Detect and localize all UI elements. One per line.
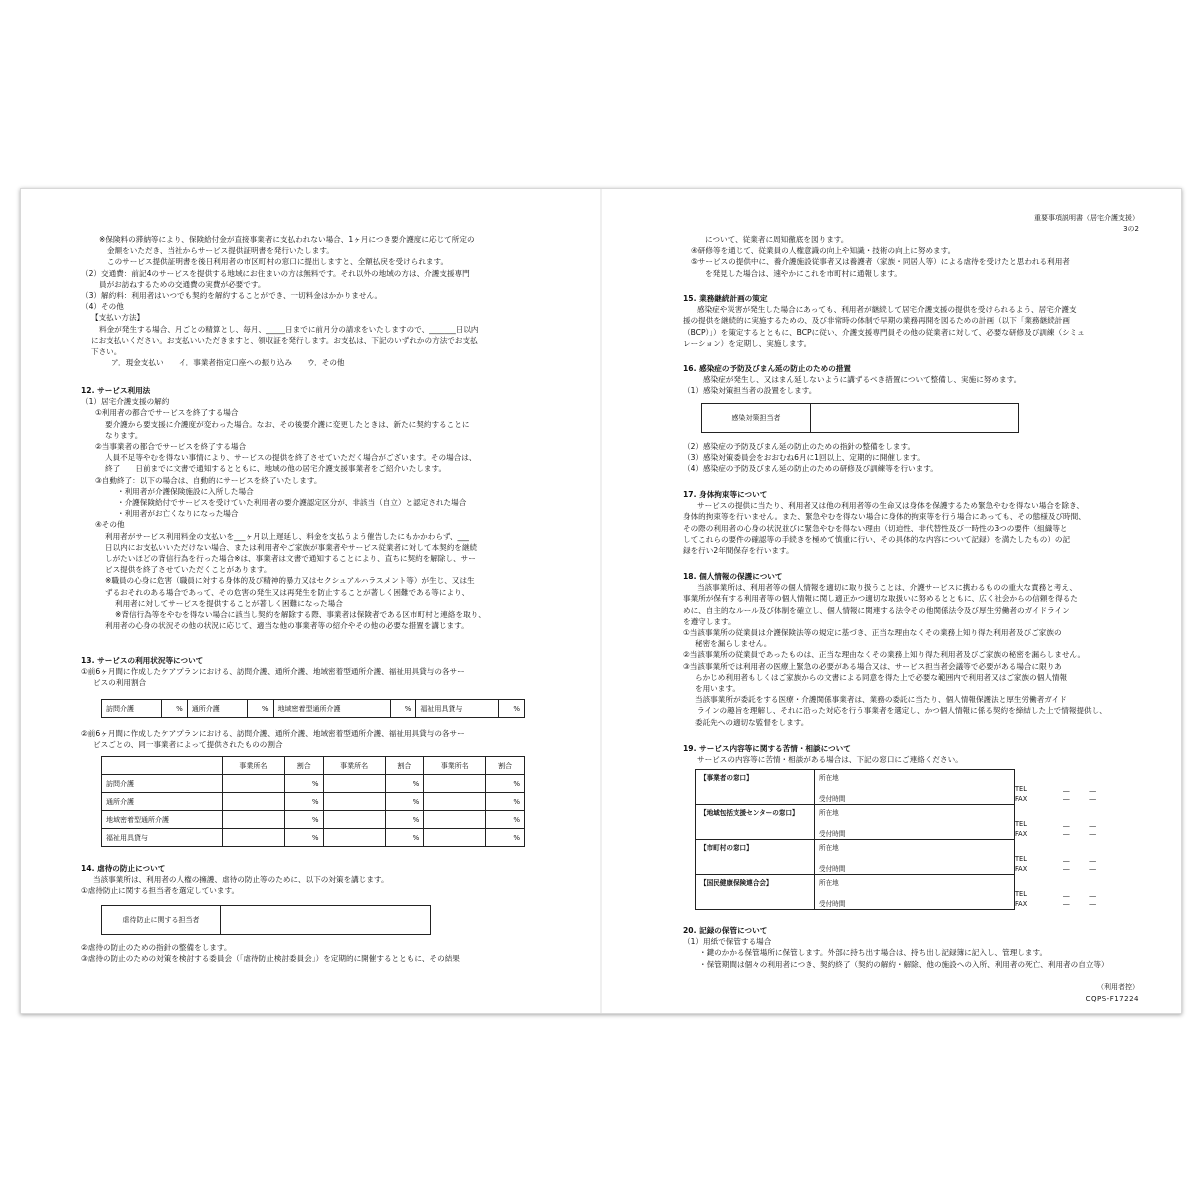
table-cell: 福祉用具貸与 bbox=[102, 829, 223, 847]
table-cell bbox=[221, 906, 431, 935]
text-line: 要介護から要支援に介護度が変わった場合。なお、その後要介護に変更したときは、新たに契約することに bbox=[105, 419, 470, 429]
text-line: 下さい。 bbox=[91, 347, 122, 357]
reception-hours-label: 受付時間 bbox=[819, 900, 846, 908]
table-cell bbox=[323, 829, 385, 847]
text-line: ①利用者の都合でサービスを終了する場合 bbox=[95, 408, 239, 418]
text-line: 委託先への適切な監督をします。 bbox=[695, 717, 809, 727]
text-line: ビス提供を終了させていただくことがあります。 bbox=[105, 565, 272, 575]
text-line: 人員不足等やむを得ない事情により、サービスの提供を終了させていただく場合がございます。その場合は、 bbox=[105, 453, 477, 463]
text-line: ・保管期間は個々の利用者につき、契約終了（契約の解約・解除、他の施設への入所、利用者の死亡、利用者の自立等） bbox=[699, 959, 1109, 969]
text-line: を遵守します。 bbox=[683, 616, 736, 626]
text-line: ・鍵のかかる保管場所に保管します。外部に持ち出す場合は、持ち出し記録簿に記入し、管理します。 bbox=[699, 948, 1048, 958]
table-cell: % bbox=[499, 700, 525, 718]
text-line: ③自動終了：以下の場合は、自動的にサービスを終了いたします。 bbox=[95, 475, 322, 485]
business-ratio-table bbox=[101, 756, 525, 847]
fax-blank: ― ― bbox=[1063, 865, 1096, 873]
text-line: 当該事業所は、利用者の人権の擁護、虐待の防止等のために、以下の対策を講じます。 bbox=[93, 875, 389, 885]
table-cell bbox=[323, 775, 385, 793]
text-line: （4）感染症の予防及びまん延の防止のための研修及び訓練等を行います。 bbox=[683, 464, 938, 474]
table-cell bbox=[222, 829, 284, 847]
footer-note: （利用者控） bbox=[1097, 983, 1139, 991]
contact-office: 【事業者の窓口】 bbox=[696, 770, 815, 805]
text-line: 利用者の心身の状況その他の状況に応じて、適当な他の事業者等の紹介やその他の必要な措置を講じます。 bbox=[105, 621, 469, 631]
section-11-continued bbox=[81, 234, 479, 368]
text-line: しがたいほどの背信行為を行った場合※は、事業者は文書で通知することにより、直ちに契約を解除し、サー bbox=[105, 554, 476, 564]
section-14-items bbox=[81, 942, 460, 964]
table-cell: 訪問介護 bbox=[102, 775, 223, 793]
tel-label: TEL bbox=[1015, 785, 1027, 793]
page-footer bbox=[1086, 981, 1139, 1005]
table-cell bbox=[424, 811, 486, 829]
text-line: 終了 日前までに文書で通知するとともに、地域の他の居宅介護支援事業者をご紹介いたします。 bbox=[105, 464, 447, 474]
table-cell bbox=[102, 757, 223, 775]
document-spread bbox=[20, 188, 1182, 1014]
text-line: を発見した場合は、速やかにこれを市町村に通報します。 bbox=[705, 268, 902, 278]
table-cell: % bbox=[385, 829, 424, 847]
service-ratio-table bbox=[101, 699, 525, 718]
text-line: ①前6ヶ月間に作成したケアプランにおける、訪問介護、通所介護、地域密着型通所介護、福祉用具貸与の各サー bbox=[81, 667, 465, 677]
section-heading: 13. サービスの利用状況等について bbox=[81, 656, 204, 665]
text-line: にお支払いください。お支払いいただきますと、領収証を発行します。お支払は、下記のいずれかの方法でお支払 bbox=[91, 335, 478, 345]
text-line: 事業所が保有する利用者等の個人情報に関し適正かつ適切な取扱いに努めるとともに、広く社会からの信頼を得るた bbox=[683, 594, 1078, 604]
table-cell: 通所介護 bbox=[187, 700, 247, 718]
table-cell: % bbox=[385, 775, 424, 793]
table-header: 割合 bbox=[385, 757, 424, 775]
text-line: その際の利用者の心身の状況並びに緊急やむを得ない理由（切迫性、非代替性及び一時性の3つの要件（組織等と bbox=[683, 523, 1068, 533]
text-line: （3）解約料：利用者はいつでも契約を解約することができ、一切料金はかかりません。 bbox=[81, 291, 383, 301]
section-heading: 20. 記録の保管について bbox=[683, 926, 768, 935]
contact-detail bbox=[815, 889, 1096, 910]
table-cell: % bbox=[284, 793, 323, 811]
fax-blank: ― ― bbox=[1063, 900, 1096, 908]
text-line: ビスごとの、同一事業者によって提供されたものの割合 bbox=[93, 740, 283, 750]
fax-label: FAX bbox=[1015, 900, 1028, 908]
table-cell bbox=[424, 829, 486, 847]
infection-officer-table bbox=[701, 403, 1019, 433]
text-line: 援の提供を継続的に実施するための、及び非常時の体制で早期の業務再開を図るための計画（以下「業務継続計画 bbox=[683, 316, 1070, 326]
text-line: ※保険料の滞納等により、保険給付金が直接事業者に支払われない場合、1ヶ月につき要介護度に応じて所定の bbox=[99, 235, 475, 244]
text-line: ②当該事業所の従業員であったものは、正当な理由なくその業務上知り得た利用者及びご家族の秘密を漏らしません。 bbox=[683, 650, 1086, 660]
text-line: ①当該事業所の従業員は介護保険法等の規定に基づき、正当な理由なくその業務上知り得た利用者及びご家族の bbox=[683, 628, 1062, 638]
text-line: 秘密を漏らしません。 bbox=[695, 639, 772, 649]
text-line: このサービス提供証明書を後日利用者の市区町村の窓口に提出しますと、全額払戻を受けられます。 bbox=[107, 257, 449, 267]
text-line: ⑤サービスの提供中に、養介護施設従事者又は養護者（家族・同居人等）による虐待を受けたと思われる利用者 bbox=[691, 257, 1070, 267]
phone-blank: ― ― bbox=[1063, 892, 1096, 900]
table-cell: % bbox=[486, 829, 525, 847]
page-number: 3の2 bbox=[1123, 225, 1139, 233]
table-header: 事業所名 bbox=[424, 757, 486, 775]
table-header: 割合 bbox=[284, 757, 323, 775]
text-line: ③虐待の防止のための対策を検討する委員会（「虐待防止検討委員会」）を定期的に開催するとともに、その結果 bbox=[81, 954, 460, 964]
table-cell: 福祉用具貸与 bbox=[416, 700, 499, 718]
table-cell: % bbox=[486, 811, 525, 829]
table-cell bbox=[323, 793, 385, 811]
fax-label: FAX bbox=[1015, 865, 1028, 873]
table-header: 事業所名 bbox=[222, 757, 284, 775]
section-16 bbox=[683, 363, 1021, 397]
table-cell: % bbox=[486, 793, 525, 811]
reception-hours-label: 受付時間 bbox=[819, 830, 846, 838]
text-line: ④研修等を通じて、従業員の人権意識の向上や知識・技術の向上に努めます。 bbox=[691, 246, 956, 256]
fax-label: FAX bbox=[1015, 795, 1028, 803]
section-heading: 16. 感染症の予防及びまん延の防止のための措置 bbox=[683, 364, 851, 373]
table-cell: 虐待防止に関する担当者 bbox=[102, 906, 221, 935]
text-line: ・利用者がお亡くなりになった場合 bbox=[117, 509, 239, 519]
section-15 bbox=[683, 293, 1085, 349]
text-line: 録を行い2年間保存を行います。 bbox=[683, 546, 794, 556]
text-line: ・利用者が介護保険施設に入所した場合 bbox=[117, 486, 254, 496]
section-16-items bbox=[683, 441, 938, 475]
fax-blank: ― ― bbox=[1063, 830, 1096, 838]
section-heading: 14. 虐待の防止について bbox=[81, 864, 166, 873]
table-cell: % bbox=[284, 811, 323, 829]
text-line: （3）感染対策委員会をおおむね6月に1回以上、定期的に開催します。 bbox=[683, 453, 925, 463]
contact-detail bbox=[815, 784, 1096, 805]
tel-label: TEL bbox=[1015, 890, 1027, 898]
text-line: ビスの利用割合 bbox=[93, 678, 147, 688]
table-cell bbox=[811, 404, 1019, 433]
right-page bbox=[601, 189, 1181, 1013]
text-line: （1）用紙で保管する場合 bbox=[683, 937, 772, 947]
text-line: ④その他 bbox=[95, 520, 125, 530]
table-cell: % bbox=[284, 829, 323, 847]
text-line: （BCP）」）を策定するとともに、BCPに従い、介護支援専門員その他の従業者に対して、必要な研修及び訓練（シミュ bbox=[683, 327, 1085, 337]
document-header bbox=[1034, 213, 1139, 235]
tel-label: TEL bbox=[1015, 855, 1027, 863]
table-cell bbox=[222, 793, 284, 811]
section-20 bbox=[683, 925, 1109, 970]
contact-detail bbox=[815, 819, 1096, 840]
section-17 bbox=[683, 489, 1086, 556]
phone-blank: ― ― bbox=[1063, 822, 1096, 830]
text-line: ①虐待防止に関する担当者を選定しています。 bbox=[81, 886, 240, 896]
reception-hours-label: 受付時間 bbox=[819, 865, 846, 873]
text-line: 利用者がサービス利用料金の支払いを___ヶ月以上遅延し、料金を支払うよう催告したにもかかわらず、___ bbox=[105, 531, 469, 541]
text-line: 【支払い方法】 bbox=[91, 313, 145, 323]
fax-blank: ― ― bbox=[1063, 795, 1096, 803]
text-line: 金額をいただき、当社からサービス提供証明書を発行いたします。 bbox=[107, 246, 334, 256]
text-line: ※背信行為等をやむを得ない場合に該当し契約を解除する際、事業者は保険者である区市町村と連絡を取り、 bbox=[115, 610, 486, 620]
table-cell bbox=[222, 811, 284, 829]
table-header: 割合 bbox=[486, 757, 525, 775]
text-line: 員がお訪ねするための交通費の実費が必要です。 bbox=[99, 279, 266, 289]
contact-detail bbox=[815, 854, 1096, 875]
table-cell: % bbox=[162, 700, 188, 718]
reception-hours-label: 受付時間 bbox=[819, 795, 846, 803]
table-cell: % bbox=[385, 793, 424, 811]
text-line: 料金が発生する場合、月ごとの精算とし、毎月、_____日までに前月分の請求をいたしますので、_______日以内 bbox=[99, 324, 479, 334]
section-13 bbox=[81, 655, 465, 689]
text-line: めに、自主的なルール及び体制を確立し、個人情報に関連する法令その他関係法令及び厚生労働者のガイドライン bbox=[683, 605, 1070, 615]
address-label: 所在地 bbox=[815, 840, 1015, 855]
address-label: 所在地 bbox=[815, 805, 1015, 820]
left-page bbox=[21, 189, 601, 1013]
section-heading: 18. 個人情報の保護について bbox=[683, 572, 783, 581]
section-heading: 12. サービス利用法 bbox=[81, 386, 151, 395]
text-line: ③当該事業所では利用者の医療上緊急の必要がある場合又は、サービス担当者会議等で必要がある場合に限りあ bbox=[683, 661, 1062, 671]
section-14-continued bbox=[691, 234, 1070, 279]
contact-office: 【市町村の窓口】 bbox=[696, 840, 815, 875]
abuse-prevention-officer-table bbox=[101, 905, 431, 935]
text-line: 当該事業所が委託をする医療・介護関係事業者は、業務の委託に当たり、個人情報保護法と厚生労働者ガイド bbox=[695, 695, 1067, 705]
text-line: サービスの提供に当たり、利用者又は他の利用者等の生命又は身体を保護するため緊急やむを得ない場合を除き、 bbox=[697, 501, 1084, 511]
text-line: 感染症が発生し、又はまん延しないように講ずるべき措置について整備し、実施に努めます。 bbox=[703, 375, 1022, 385]
fax-label: FAX bbox=[1015, 830, 1028, 838]
phone-blank: ― ― bbox=[1063, 857, 1096, 865]
section-heading: 19. サービス内容等に関する苦情・相談について bbox=[683, 744, 851, 753]
text-line: レーション）を定期し、実施します。 bbox=[683, 338, 812, 348]
text-line: ※職員の心身に危害（職員に対する身体的及び精神的暴力又はセクシュアルハラスメント等）が生じ、又は生 bbox=[105, 576, 475, 586]
table-cell bbox=[222, 775, 284, 793]
table-cell: 通所介護 bbox=[102, 793, 223, 811]
table-cell bbox=[424, 775, 486, 793]
section-14 bbox=[81, 863, 389, 897]
text-line: （2）交通費：前記4のサービスを提供する地域にお住まいの方は無料です。それ以外の地域の方は、介護支援専門 bbox=[81, 268, 470, 278]
table-cell: % bbox=[248, 700, 274, 718]
section-13-2 bbox=[81, 728, 465, 750]
text-line: 利用者に対してサービスを提供することが著しく困難になった場合 bbox=[115, 598, 343, 608]
table-cell: % bbox=[390, 700, 416, 718]
text-line: ②当事業者の都合でサービスを終了する場合 bbox=[95, 442, 247, 452]
text-line: 日以内にお支払いいただけない場合、または利用者やご家族が事業者やサービス従業者に対して本契約を継続 bbox=[105, 542, 478, 552]
text-line: （1）感染対策担当者の設置をします。 bbox=[683, 386, 817, 396]
text-line: サービスの内容等に苦情・相談がある場合は、下記の窓口にご連絡ください。 bbox=[697, 755, 963, 765]
text-line: 身体的拘束等を行いません。また、緊急やむを得ない場合に身体的拘束等を行う場合にあっても、その態様及び時間、 bbox=[683, 512, 1086, 522]
text-line: らかじめ利用者もしくはご家族からの文書による同意を得た上で必要な範囲内で利用者又はご家族の個人情報 bbox=[695, 672, 1068, 682]
table-cell: % bbox=[486, 775, 525, 793]
text-line: してこれらの要件の確認等の手続きを極めて慎重に行い、その具体的な内容について記録）を満たしたもの）の記 bbox=[683, 534, 1071, 544]
text-line: 当該事業所は、利用者等の個人情報を適切に取り扱うことは、介護サービスに携わるものの重大な責務と考え、 bbox=[697, 583, 1078, 593]
section-19 bbox=[683, 743, 963, 765]
table-header: 事業所名 bbox=[323, 757, 385, 775]
table-cell: 地域密着型通所介護 bbox=[273, 700, 390, 718]
section-heading: 15. 業務継続計画の策定 bbox=[683, 294, 768, 303]
text-line: ・介護保険給付でサービスを受けていた利用者の要介護認定区分が、非該当（自立）と認定された場合 bbox=[117, 498, 467, 508]
table-cell: 感染対策担当者 bbox=[702, 404, 811, 433]
text-line: なります。 bbox=[105, 430, 143, 440]
text-line: ずるおそれのある場合であって、その危害の発生又は再発生を防止することが著しく困難である等により、 bbox=[105, 587, 470, 597]
section-heading: 17. 身体拘束等について bbox=[683, 490, 768, 499]
contact-office: 【地域包括支援センターの窓口】 bbox=[696, 805, 815, 840]
section-12 bbox=[81, 385, 486, 631]
table-cell bbox=[323, 811, 385, 829]
text-line: （4）その他 bbox=[81, 302, 124, 312]
contact-office: 【国民健康保険連合会】 bbox=[696, 875, 815, 910]
address-label: 所在地 bbox=[815, 875, 1015, 890]
text-line: （2）感染症の予防及びまん延の防止のための指針の整備をします。 bbox=[683, 442, 916, 451]
text-line: ②前6ヶ月間に作成したケアプランにおける、訪問介護、通所介護、地域密着型通所介護、福祉用具貸与の各サー bbox=[81, 729, 465, 738]
text-line: を用います。 bbox=[695, 684, 740, 694]
table-cell: % bbox=[284, 775, 323, 793]
address-label: 所在地 bbox=[815, 770, 1015, 785]
table-cell bbox=[424, 793, 486, 811]
table-cell: 地域密着型通所介護 bbox=[102, 811, 223, 829]
table-cell: 訪問介護 bbox=[102, 700, 162, 718]
text-line: 感染症や災害が発生した場合にあっても、利用者が継続して居宅介護支援の提供を受けられるよう、居宅介護支 bbox=[697, 305, 1077, 315]
product-code: CQPS-F17224 bbox=[1085, 995, 1139, 1003]
text-line: ②虐待の防止のための指針の整備をします。 bbox=[81, 943, 232, 952]
text-line: ア．現金支払い イ．事業者指定口座への振り込み ウ．その他 bbox=[111, 358, 345, 368]
text-line: について、従業者に周知徹底を図ります。 bbox=[705, 235, 849, 244]
text-line: （1）居宅介護支援の解約 bbox=[81, 397, 170, 407]
contact-table bbox=[695, 769, 1096, 910]
tel-label: TEL bbox=[1015, 820, 1027, 828]
table-cell: % bbox=[385, 811, 424, 829]
phone-blank: ― ― bbox=[1063, 787, 1096, 795]
document-title: 重要事項説明書（居宅介護支援） bbox=[1034, 214, 1139, 222]
section-18 bbox=[683, 571, 1107, 728]
text-line: ラインの趣旨を理解し、それに沿った対応を行う事業者を選定し、かつ個人情報に係る契約を締結した上で情報提供し、 bbox=[697, 706, 1107, 716]
